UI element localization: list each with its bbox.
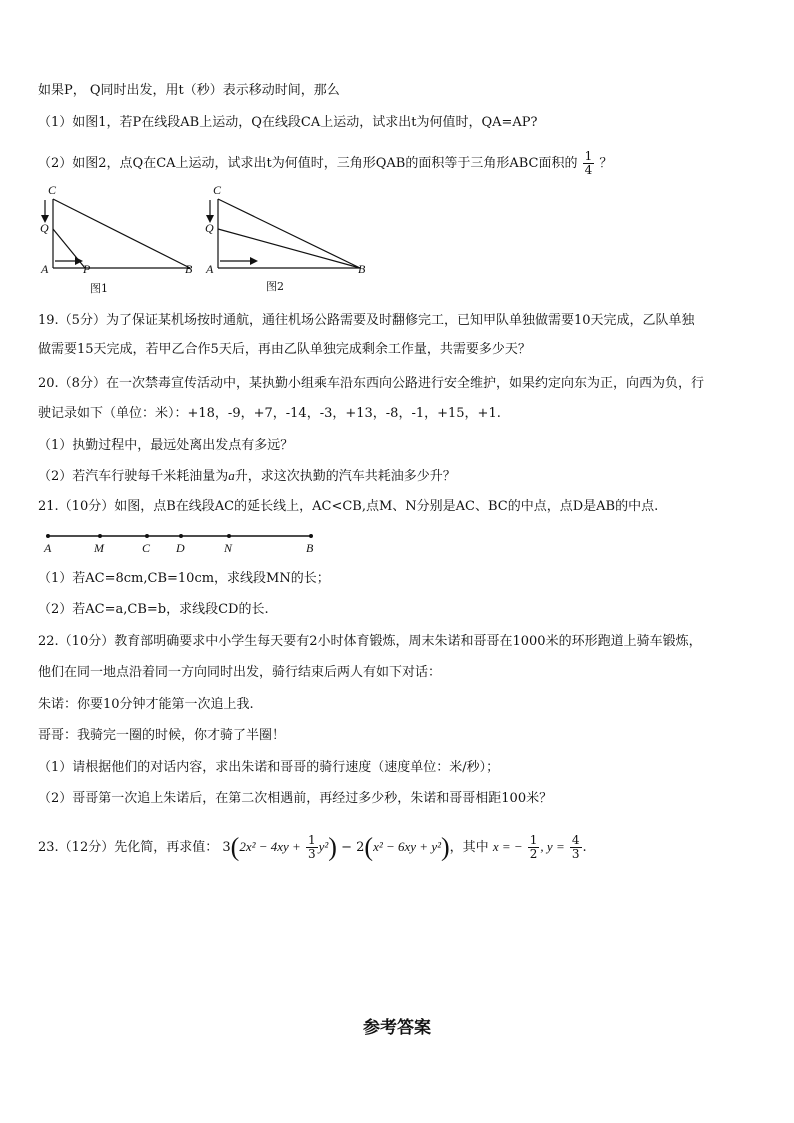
fig2-caption: 图2 <box>266 280 284 293</box>
fig1-label-c: C <box>48 183 57 197</box>
segment-figure <box>38 528 338 558</box>
q21-line1: 21.（10分）如图，点B在线段AC的延长线上，AC<CB,点M、N分别是AC、BC的中点，点D是AB的中点. <box>38 499 659 514</box>
q22-line4: 哥哥：我骑完一圈的时候，你才骑了半圈！ <box>38 728 286 743</box>
fig1-label-p: P <box>83 262 91 276</box>
seg-label-m: M <box>94 541 104 555</box>
q18-part2-end: ？ <box>599 156 613 171</box>
q18-frac-num: 1 <box>584 149 593 163</box>
q20-var-a: a <box>228 468 235 483</box>
q23-frac3-den: 3 <box>571 847 580 861</box>
q23-frac2 <box>528 834 540 861</box>
q23-frac3-num: 4 <box>571 833 580 847</box>
q23-frac2-den: 2 <box>529 847 538 861</box>
q20-part2-post: 升，求这次执勤的汽车共耗油多少升？ <box>234 469 456 484</box>
q22-line2: 他们在同一地点沿着同一方向同时出发，骑行结束后两人有如下对话： <box>38 665 442 680</box>
fig2-label-c: C <box>213 183 222 197</box>
q23-mid: ，其中 <box>449 840 489 855</box>
q18-part2-text: （2）如图2，点Q在CA上运动，试求出t为何值时，三角形QAB的面积等于三角形ABC面积的 <box>38 156 578 171</box>
q23-frac2-num: 1 <box>529 833 538 847</box>
fig1-label-a: A <box>41 262 49 276</box>
fig1-caption: 图1 <box>90 282 108 295</box>
q23-expr-b: 2x² − 4xy + <box>239 839 301 854</box>
fig1-label-b: B <box>185 262 193 276</box>
q18-fraction <box>583 150 595 177</box>
q23-frac1-num: 1 <box>307 833 316 847</box>
seg-label-d: D <box>176 541 185 555</box>
q18-frac-den: 4 <box>584 163 593 177</box>
q22-part2: （2）哥哥第一次追上朱诺后，在第二次相遇前，再经过多少秒，朱诺和哥哥相距100米？ <box>38 791 553 806</box>
fig2-label-b: B <box>358 262 366 276</box>
q18-part2 <box>38 150 612 177</box>
fig2-label-q: Q <box>205 221 214 235</box>
intro-text: 如果P， Q同时出发，用t（秒）表示移动时间，那么 <box>38 83 340 98</box>
q20-line1: 20.（8分）在一次禁毒宣传活动中，某执勤小组乘车沿东西向公路进行安全维护，如果约定向东为正，向西为负，行 <box>38 376 704 391</box>
fig1-label-q: Q <box>40 221 49 235</box>
q20-part2 <box>38 467 456 486</box>
q19-line2: 做需要15天完成，若甲乙合作5天后，再由乙队单独完成剩余工作量，共需要多少天？ <box>38 342 531 357</box>
q23-frac3 <box>570 834 582 861</box>
q19-line1: 19.（5分）为了保证某机场按时通航，通往机场公路需要及时翻修完工，已知甲队单独做需要10天完成，乙队单独 <box>38 313 695 328</box>
q22-line3: 朱诺：你要10分钟才能第一次追上我. <box>38 697 254 712</box>
q22-part1: （1）请根据他们的对话内容，求出朱诺和哥哥的骑行速度（速度单位：米/秒）； <box>38 760 500 775</box>
q23-x-eq: x = − <box>492 839 523 854</box>
q20-part2-pre: （2）若汽车行驶每千米耗油量为 <box>38 469 229 484</box>
q20-part1: （1）执勤过程中，最远处离出发点有多远？ <box>38 438 294 453</box>
q23-expr-e: x² − 6xy + y² <box>373 839 441 854</box>
q23-frac1 <box>306 834 318 861</box>
q23-frac1-den: 3 <box>307 847 316 861</box>
q21-part2: （2）若AC=a,CB=b，求线段CD的长. <box>38 602 269 617</box>
seg-label-n: N <box>224 541 233 555</box>
q20-line2: 驶记录如下（单位：米）：+18，-9，+7，-14，-3，+13，-8，-1，+15，+1. <box>38 406 501 421</box>
seg-label-c: C <box>142 541 151 555</box>
seg-label-a: A <box>44 541 52 555</box>
q23-pre: 23.（12分）先化简，再求值： <box>38 840 219 855</box>
figure-1 <box>35 183 205 298</box>
fig2-label-a: A <box>206 262 214 276</box>
q22-line1: 22.（10分）教育部明确要求中小学生每天要有2小时体育锻炼，周末朱诺和哥哥在1000米的环形跑道上骑车锻炼， <box>38 634 702 649</box>
q23-expr-d: − 2 <box>341 840 365 855</box>
q23-line: 23.（12分）先化简，再求值： 3(2x² − 4xy + $\frac{1}{3}$ y²) − 2(x² − 6xy + y²)，其中 x = − $\frac{1}{2}$ , y = $\frac{4}{3}$ . <box>38 832 587 862</box>
q18-part1: （1）如图1，若P在线段AB上运动，Q在线段CA上运动，试求出t为何值时，QA=AP? <box>38 115 538 130</box>
q23-y-eq: , y = <box>540 839 565 854</box>
q23-coef-3: 3 <box>222 840 231 855</box>
figure-2 <box>200 183 380 298</box>
q23-expr-c: y² <box>318 839 329 854</box>
q23-end: . <box>582 840 587 855</box>
q21-part1: （1）若AC=8cm,CB=10cm，求线段MN的长； <box>38 571 330 586</box>
answer-section-title: 参考答案 <box>363 1018 431 1038</box>
seg-label-b: B <box>306 541 314 555</box>
